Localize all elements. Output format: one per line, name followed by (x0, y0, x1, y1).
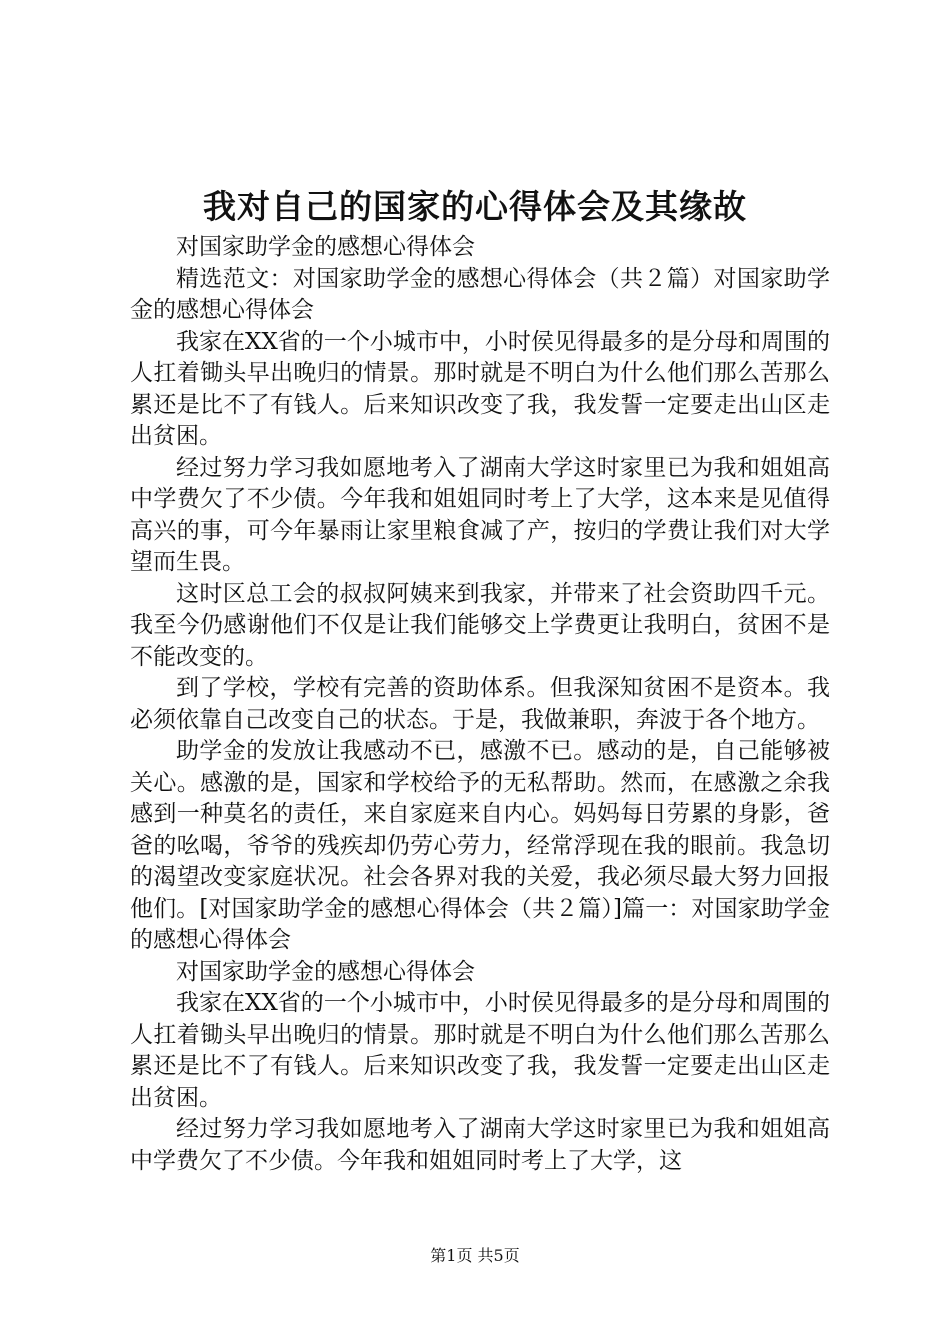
document-body (130, 232, 830, 1177)
paragraph: 精选范文：对国家助学金的感想心得体会（共２篇）对国家助学金的感想心得体会 (130, 265, 830, 323)
paragraph: 助学金的发放让我感动不已，感激不已。感动的是，自己能够被关心。感激的是，国家和学校给予的无私帮助。然而，在感激之余我感到一种莫名的责任，来自家庭来自内心。妈妈每日劳累的身影，爸爸的吆喝，爷爷的残疾却仍劳心劳力，经常浮现在我的眼前。我急切的渴望改变家庭状况。社会各界对我的关爱，我必须尽最大努力回报他们。[对国家助学金的感想心得体会（共２篇）]篇一：对国家助学金的感想心得体会 (130, 738, 830, 953)
paragraph: 经过努力学习我如愿地考入了湖南大学这时家里已为我和姐姐高中学费欠了不少债。今年我和姐姐同时考上了大学，这本来是见值得高兴的事，可今年暴雨让家里粮食减了产，按归的学费让我们对大学望而生畏。 (130, 454, 830, 575)
paragraph-subtitle: 对国家助学金的感想心得体会 (176, 234, 475, 260)
paragraph: 经过努力学习我如愿地考入了湖南大学这时家里已为我和姐姐高中学费欠了不少债。今年我和姐姐同时考上了大学，这 (130, 1116, 830, 1174)
paragraph: 我家在XX省的一个小城市中，小时侯见得最多的是分母和周围的人扛着锄头早出晚归的情景。那时就是不明白为什么他们那么苦那么累还是比不了有钱人。后来知识改变了我，我发誓一定要走出山区走出贫困。 (130, 990, 830, 1111)
page-footer: 第1页 共5页 (430, 1246, 520, 1265)
document-title: 我对自己的国家的心得体会及其缘故 (203, 187, 747, 226)
paragraph: 到了学校，学校有完善的资助体系。但我深知贫困不是资本。我必须依靠自己改变自己的状态。于是，我做兼职，奔波于各个地方。 (130, 675, 830, 733)
paragraph-subtitle: 对国家助学金的感想心得体会 (176, 958, 475, 985)
paragraph: 这时区总工会的叔叔阿姨来到我家，并带来了社会资助四千元。我至今仍感谢他们不仅是让我们能够交上学费更让我明白，贫困不是不能改变的。 (130, 580, 830, 670)
paragraph: 我家在XX省的一个小城市中，小时侯见得最多的是分母和周围的人扛着锄头早出晚归的情景。那时就是不明白为什么他们那么苦那么累还是比不了有钱人。后来知识改变了我，我发誓一定要走出山区走出贫困。 (130, 328, 830, 449)
